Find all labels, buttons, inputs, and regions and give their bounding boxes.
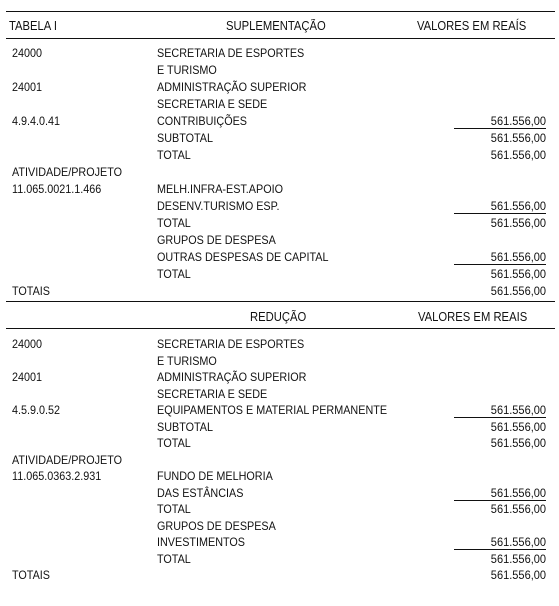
header-top-rule [6, 11, 555, 12]
header-bottom-rule [6, 38, 555, 39]
row-code: ATIVIDADE/PROJETO [12, 165, 123, 179]
values-header: VALORES EM REAÍS [417, 19, 527, 33]
subtotal-rule [454, 213, 546, 214]
row-code: 24000 [12, 337, 43, 351]
row-value: 561.556,00 [490, 485, 546, 500]
row-description: ADMINISTRAÇÃO SUPERIOR [157, 370, 307, 384]
row-description: SECRETARIA DE ESPORTES [157, 46, 305, 60]
row-value: 561.556,00 [490, 419, 546, 434]
reducao-bottom-rule [6, 328, 555, 329]
row-description: GRUPOS DE DESPESA [157, 233, 276, 247]
row-description: OUTRAS DESPESAS DE CAPITAL [157, 250, 329, 264]
row-value: 561.556,00 [490, 114, 546, 128]
row-description: E TURISMO [157, 353, 217, 368]
row-value: 561.556,00 [490, 436, 546, 450]
row-value: 561.556,00 [490, 502, 546, 516]
section-title-suplementacao: SUPLEMENTAÇÃO [226, 19, 326, 33]
row-code: 24001 [12, 80, 43, 94]
row-value: 561.556,00 [490, 535, 546, 549]
row-value: 561.556,00 [490, 199, 546, 213]
row-description: INVESTIMENTOS [157, 535, 246, 549]
subtotal-rule [454, 264, 546, 265]
row-code: TOTAIS [12, 568, 51, 582]
section-title-reducao: REDUÇÃO [250, 310, 307, 324]
row-value: 561.556,00 [490, 148, 546, 162]
row-code: 4.9.4.0.41 [12, 114, 61, 128]
row-code: 24001 [12, 370, 43, 384]
row-value: 561.556,00 [490, 216, 546, 230]
row-value: 561.556,00 [490, 551, 546, 566]
reducao-top-rule [6, 301, 555, 302]
row-value: 561.556,00 [490, 403, 546, 417]
row-code: TOTAIS [12, 284, 51, 298]
row-description: TOTAL [157, 148, 191, 162]
row-value: 561.556,00 [490, 568, 546, 582]
row-description: DAS ESTÂNCIAS [157, 485, 244, 500]
row-description: SECRETARIA E SEDE [157, 386, 268, 401]
row-code: 4.5.9.0.52 [12, 403, 61, 417]
row-description: CONTRIBUIÇÕES [157, 114, 248, 128]
row-value: 561.556,00 [490, 250, 546, 264]
row-description: FUNDO DE MELHORIA [157, 469, 273, 483]
row-value: 561.556,00 [490, 131, 546, 145]
row-code: 11.065.0363.2.931 [12, 469, 102, 483]
row-value: 561.556,00 [490, 284, 546, 298]
row-code: 11.065.0021.1.466 [12, 182, 102, 196]
row-description: ADMINISTRAÇÃO SUPERIOR [157, 80, 307, 94]
table-title: TABELA I [9, 19, 57, 33]
subtotal-rule [454, 128, 546, 129]
row-description: SUBTOTAL [157, 131, 214, 145]
row-description: SUBTOTAL [157, 419, 214, 434]
row-description: EQUIPAMENTOS E MATERIAL PERMANENTE [157, 403, 388, 417]
row-description: E TURISMO [157, 63, 217, 77]
row-description: DESENV.TURISMO ESP. [157, 199, 280, 213]
row-description: SECRETARIA DE ESPORTES [157, 337, 305, 351]
values-header-reducao: VALORES EM REAIS [418, 310, 528, 324]
row-code: ATIVIDADE/PROJETO [12, 452, 123, 467]
row-value: 561.556,00 [490, 267, 546, 281]
row-description: SECRETARIA E SEDE [157, 97, 268, 111]
row-code: 24000 [12, 46, 43, 60]
row-description: TOTAL [157, 267, 191, 281]
row-description: TOTAL [157, 551, 191, 566]
row-description: TOTAL [157, 436, 191, 450]
row-description: MELH.INFRA-EST.APOIO [157, 182, 284, 196]
row-description: TOTAL [157, 502, 191, 516]
row-description: TOTAL [157, 216, 191, 230]
row-description: GRUPOS DE DESPESA [157, 518, 276, 533]
